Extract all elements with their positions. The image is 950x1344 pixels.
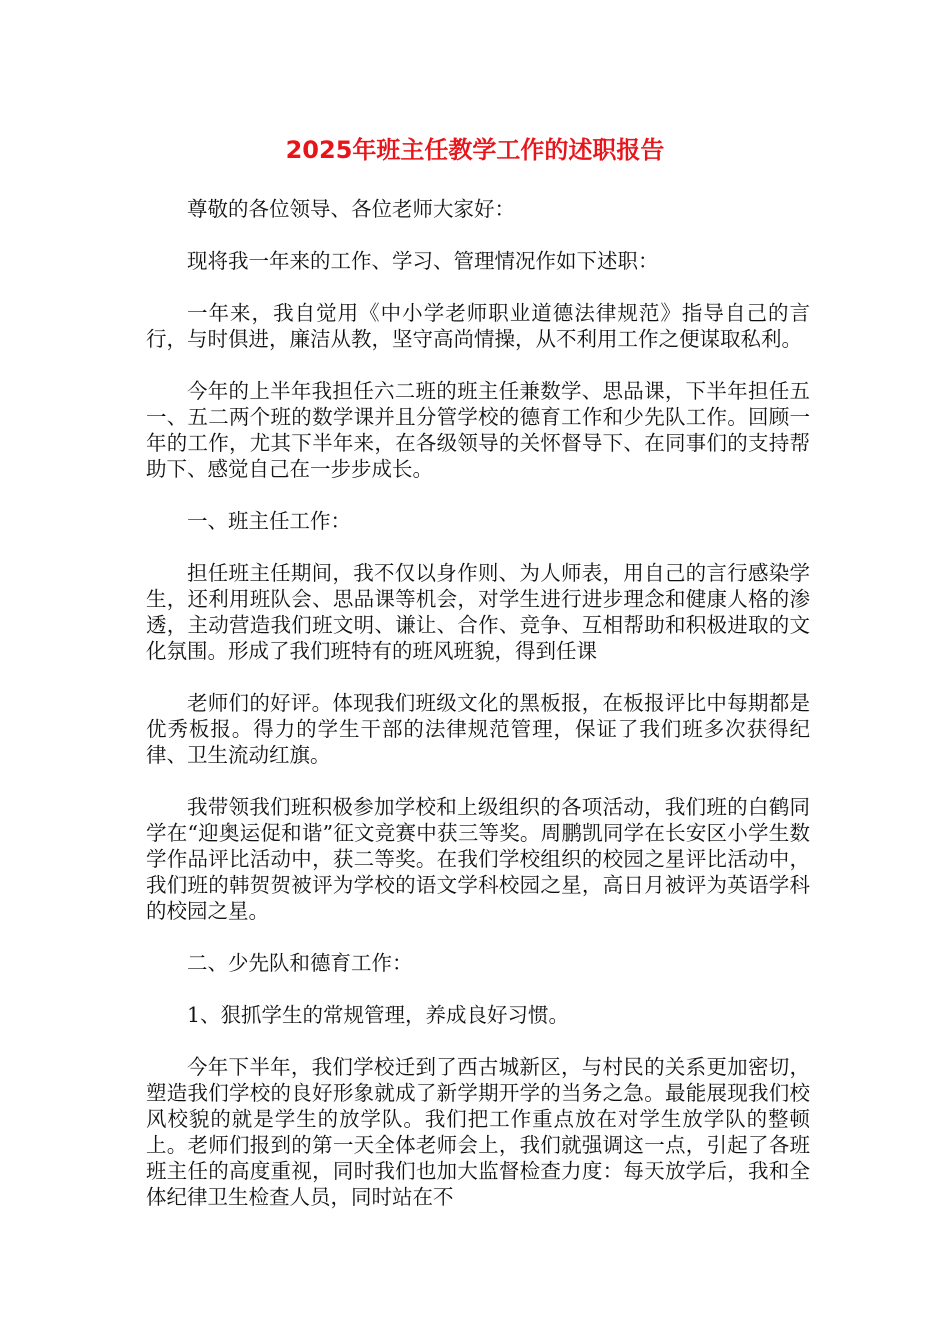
document-body xyxy=(146,196,810,1236)
section-heading-young-pioneers: 二、少先队和德育工作： xyxy=(187,951,413,975)
paragraph-dismissal-queue: 今年下半年，我们学校迁到了西古城新区，与村民的关系更加密切，塑造我们学校的良好形象就成了新学期开学的当务之急。最能展现我们校风校貌的就是学生的放学队。我们把工作重点放在对学生放学队的整顿上。老师们报到的第一天全体老师会上，我们就强调这一点，引起了各班班主任的高度重视，同时我们也加大监督检查力度：每天放学后，我和全体纪律卫生检查人员，同时站在不 xyxy=(146,1055,810,1209)
subheading-routine-management: 1、狠抓学生的常规管理，养成良好习惯。 xyxy=(187,1003,570,1027)
document-title: 2025年班主任教学工作的述职报告 xyxy=(285,136,665,164)
paragraph-duties: 今年的上半年我担任六二班的班主任兼数学、思品课，下半年担任五一、五二两个班的数学课并且分管学校的德育工作和少先队工作。回顾一年的工作，尤其下半年来，在各级领导的关怀督导下、在同事们的支持帮助下、感觉自己在一步步成长。 xyxy=(146,379,810,481)
paragraph-conduct: 一年来，我自觉用《中小学老师职业道德法律规范》指导自己的言行，与时俱进，廉洁从教，坚守高尚情操，从不利用工作之便谋取私利。 xyxy=(146,301,810,351)
paragraph-class-culture: 担任班主任期间，我不仅以身作则、为人师表，用自己的言行感染学生，还利用班队会、思品课等机会，对学生进行进步理念和健康人格的渗透，主动营造我们班文明、谦让、合作、竞争、互相帮助和积极进取的文化氛围。形成了我们班特有的班风班貌，得到任课 xyxy=(146,561,810,663)
paragraph-intro: 现将我一年来的工作、学习、管理情况作如下述职： xyxy=(187,249,659,273)
paragraph-greeting: 尊敬的各位领导、各位老师大家好： xyxy=(187,197,515,221)
paragraph-activities: 我带领我们班积极参加学校和上级组织的各项活动，我们班的白鹤同学在“迎奥运促和谐”征文竞赛中获三等奖。周鹏凯同学在长安区小学生数学作品评比活动中，获二等奖。在我们学校组织的校园之星评比活动中，我们班的韩贺贺被评为学校的语文学科校园之星，高日月被评为英语学科的校园之星。 xyxy=(146,795,810,923)
paragraph-teacher-praise: 老师们的好评。体现我们班级文化的黑板报，在板报评比中每期都是优秀板报。得力的学生干部的法律规范管理，保证了我们班多次获得纪律、卫生流动红旗。 xyxy=(146,691,810,767)
section-heading-class-teacher: 一、班主任工作： xyxy=(187,509,351,533)
